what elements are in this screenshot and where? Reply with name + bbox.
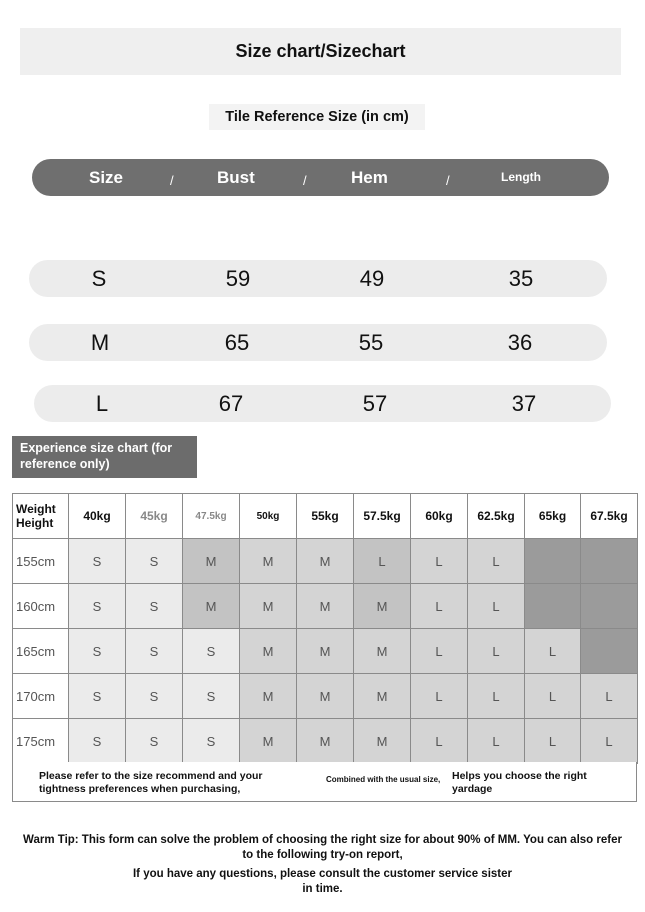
row-bust: 65 — [224, 330, 250, 355]
note-left: Please refer to the size recommend and your tightness preferences when purchasing, — [39, 770, 263, 795]
chart-footnote — [12, 762, 637, 802]
height-label: 155cm — [13, 539, 69, 584]
row-length: 36 — [507, 330, 533, 355]
header-separator: / — [170, 173, 174, 188]
grid-body — [13, 539, 638, 764]
height-label: 170cm — [13, 674, 69, 719]
page-title: Size chart/Sizechart — [20, 28, 621, 75]
height-row — [13, 629, 638, 674]
size-cell: L — [468, 674, 525, 719]
note-right: Helps you choose the right yardage — [452, 770, 587, 795]
size-cell: L — [525, 719, 581, 764]
size-cell: L — [468, 629, 525, 674]
size-cell — [525, 539, 581, 584]
size-cell: S — [69, 674, 126, 719]
size-cell: M — [354, 719, 411, 764]
size-cell: M — [354, 674, 411, 719]
size-cell: L — [581, 719, 638, 764]
weight-header: 57.5kg — [354, 494, 411, 539]
size-cell: S — [126, 719, 183, 764]
size-cell: L — [468, 584, 525, 629]
size-cell: L — [525, 674, 581, 719]
height-label: 165cm — [13, 629, 69, 674]
size-cell: S — [126, 674, 183, 719]
size-cell: M — [240, 539, 297, 584]
size-cell: L — [411, 719, 468, 764]
height-label: 175cm — [13, 719, 69, 764]
size-cell — [525, 584, 581, 629]
size-cell: S — [69, 719, 126, 764]
weight-header-row — [13, 494, 638, 539]
size-cell: L — [411, 629, 468, 674]
experience-chart-label: Experience size chart (for reference only) — [12, 436, 197, 478]
weight-header: 67.5kg — [581, 494, 638, 539]
row-length: 37 — [511, 391, 537, 416]
height-row — [13, 719, 638, 764]
contact-note: If you have any questions, please consult the customer service sister in time. — [132, 868, 512, 895]
section-subtitle: Tile Reference Size (in cm) — [209, 104, 425, 130]
size-row-s — [29, 260, 607, 297]
header-bust: Bust — [217, 168, 255, 187]
size-cell: S — [183, 674, 240, 719]
weight-header: 45kg — [126, 494, 183, 539]
size-cell: M — [297, 719, 354, 764]
size-cell: L — [354, 539, 411, 584]
size-cell: L — [525, 629, 581, 674]
size-cell: S — [69, 539, 126, 584]
corner-cell — [13, 494, 69, 539]
row-size: M — [90, 330, 110, 355]
size-cell: S — [183, 719, 240, 764]
weight-header: 47.5kg — [183, 494, 240, 539]
size-cell: M — [240, 584, 297, 629]
height-row — [13, 674, 638, 719]
size-cell: S — [126, 629, 183, 674]
corner-weight: Weight — [16, 502, 56, 516]
size-cell: M — [183, 584, 240, 629]
size-cell: L — [468, 539, 525, 584]
row-size: L — [95, 391, 109, 416]
height-label: 160cm — [13, 584, 69, 629]
row-hem: 49 — [359, 266, 385, 291]
weight-header: 60kg — [411, 494, 468, 539]
row-hem: 55 — [358, 330, 384, 355]
weight-header: 62.5kg — [468, 494, 525, 539]
size-cell: L — [411, 539, 468, 584]
row-hem: 57 — [362, 391, 388, 416]
size-cell: S — [183, 629, 240, 674]
size-cell — [581, 584, 638, 629]
weight-header: 50kg — [240, 494, 297, 539]
size-cell: S — [69, 629, 126, 674]
height-row — [13, 584, 638, 629]
size-cell: M — [297, 629, 354, 674]
note-mid: Combined with the usual size, — [326, 775, 441, 784]
header-hem: Hem — [351, 168, 388, 187]
size-cell: M — [354, 584, 411, 629]
weight-header: 40kg — [69, 494, 126, 539]
size-cell — [581, 539, 638, 584]
header-separator: / — [303, 173, 307, 188]
size-cell: S — [69, 584, 126, 629]
warm-tip: Warm Tip: This form can solve the problem of choosing the right size for about 90% of MM. You can also refer to the following try-on report, — [23, 834, 622, 861]
size-cell: M — [297, 539, 354, 584]
size-cell: M — [240, 629, 297, 674]
size-cell: M — [354, 629, 411, 674]
size-cell: S — [126, 539, 183, 584]
size-cell: S — [126, 584, 183, 629]
size-cell: L — [581, 674, 638, 719]
row-bust: 67 — [218, 391, 244, 416]
size-cell: M — [297, 674, 354, 719]
size-cell: M — [240, 719, 297, 764]
header-size: Size — [89, 168, 124, 187]
size-row-l — [34, 385, 611, 422]
row-bust: 59 — [225, 266, 251, 291]
row-length: 35 — [508, 266, 534, 291]
size-table-header — [32, 159, 609, 196]
weight-header: 55kg — [297, 494, 354, 539]
size-cell: M — [297, 584, 354, 629]
size-cell: L — [468, 719, 525, 764]
size-cell — [581, 629, 638, 674]
size-row-m — [29, 324, 607, 361]
height-row — [13, 539, 638, 584]
size-cell: L — [411, 584, 468, 629]
weight-header: 65kg — [525, 494, 581, 539]
experience-size-grid — [12, 493, 638, 764]
header-length: Length — [501, 170, 541, 184]
corner-height: Height — [16, 516, 54, 530]
size-cell: M — [183, 539, 240, 584]
size-cell: L — [411, 674, 468, 719]
row-size: S — [91, 266, 107, 291]
header-separator: / — [446, 173, 450, 188]
size-cell: M — [240, 674, 297, 719]
